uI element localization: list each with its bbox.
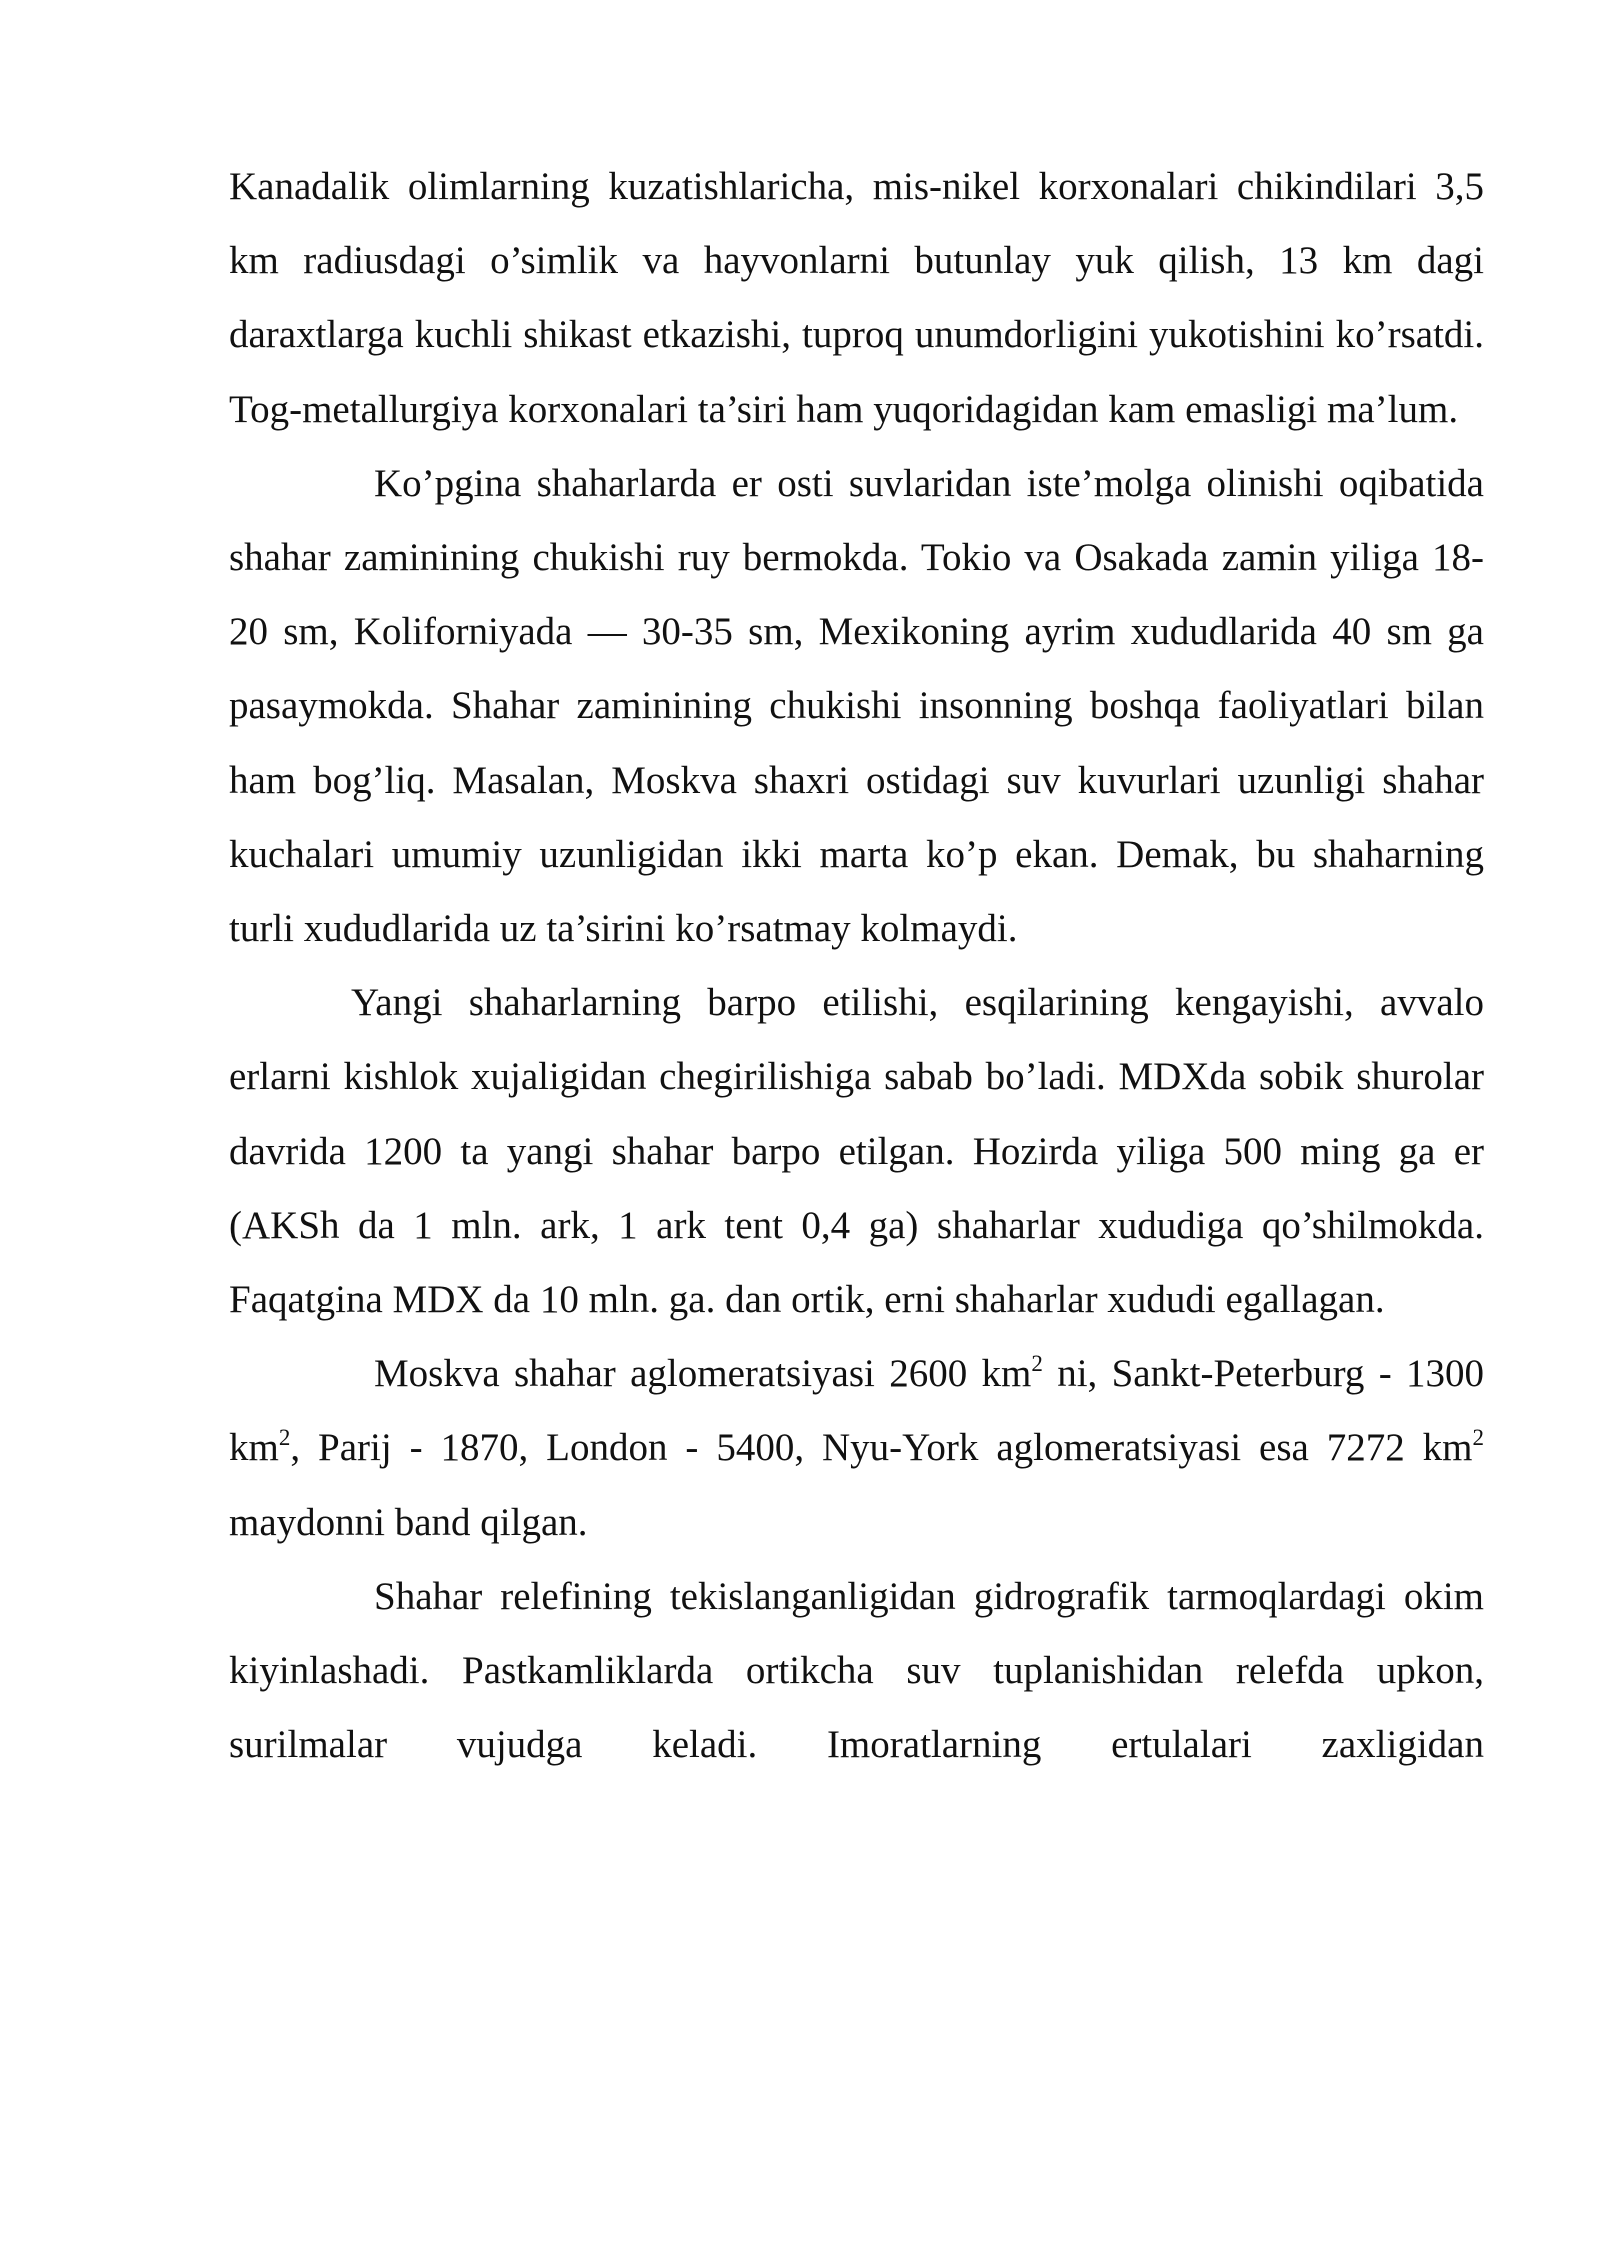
paragraph-2: Ko’pgina shaharlarda er osti suvlaridan iste’molga olinishi oqibatida shahar zaminining chukishi ruy bermokda. Tokio va Osakada zamin yiliga 18-20 sm, Koliforniyada — 30-35 sm, Mexikoning ayrim xududlarida 40 sm ga pasaymokda. Shahar zaminining chukishi insonning boshqa faoliyatlari bilan ham bog’liq. Masalan, Moskva shaxri ostidagi suv kuvurlari uzunligi shahar kuchalari umumiy uzunligidan ikki marta ko’p ekan. Demak, bu shaharning turli xududlarida uz ta’sirini ko’rsatmay kolmaydi. (229, 461, 1484, 951)
paragraph-1: Kanadalik olimlarning kuzatishlaricha, mis-nikel korxonalari chikindilari 3,5 km radiusdagi o’simlik va hayvonlarni butunlay yuk qilish, 13 km dagi daraxtlarga kuchli shikast etkazishi, tuproq unumdorligini yukotishini ko’rsatdi. Tog-metallurgiya korxonalari ta’siri ham yuqoridagidan kam emasligi ma’lum. (229, 165, 1484, 431)
paragraph-4-text-c: , Parij - 1870, London - 5400, Nyu-York aglomeratsiyasi esa 7272 km (290, 1426, 1473, 1470)
superscript-squared: 2 (1031, 1351, 1043, 1377)
paragraph-4 (229, 1337, 1484, 1560)
superscript-squared: 2 (278, 1425, 291, 1451)
paragraph-4-text-b: ni, Sankt-Peterburg - 1300 km (229, 1352, 1485, 1470)
body-text (229, 150, 1484, 1782)
paragraph-5: Shahar relefining tekislanganligidan gidrografik tarmoqlardagi okim kiyinlashadi. Pastkamliklarda ortikcha suv tuplanishidan relefda upkon, surilmalar vujudga keladi. Imoratlarning ertulalari zaxligidan (229, 1574, 1484, 1767)
paragraph-4-text-a: Moskva shahar aglomeratsiyasi 2600 km (374, 1352, 1032, 1396)
superscript-squared: 2 (1472, 1425, 1484, 1451)
paragraph-4-text-d: maydonni band qilgan. (229, 1500, 588, 1544)
paragraph-3: Yangi shaharlarning barpo etilishi, esqilarining kengayishi, avvalo erlarni kishlok xujaligidan chegirilishiga sabab bo’ladi. MDXda sobik shurolar davrida 1200 ta yangi shahar barpo etilgan. Hozirda yiliga 500 ming ga er (AKSh da 1 mln. ark, 1 ark tent 0,4 ga) shaharlar xududiga qo’shilmokda. Faqatgina MDX da 10 mln. ga. dan ortik, erni shaharlar xududi egallagan. (229, 981, 1484, 1322)
